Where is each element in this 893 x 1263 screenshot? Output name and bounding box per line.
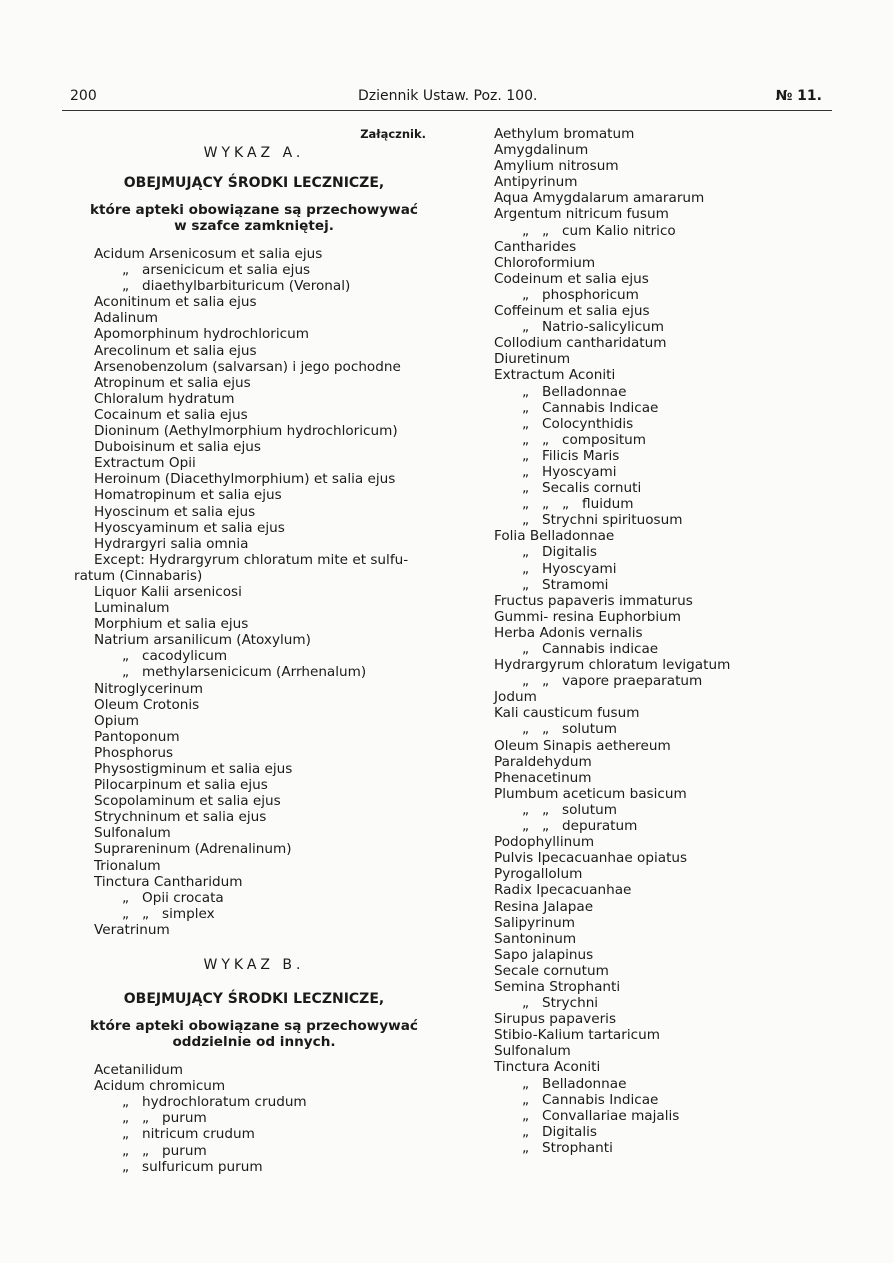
list-item: Pilocarpinum et salia ejus [94,777,268,794]
list-item: Luminalum [94,600,170,617]
list-b-heading: WYKAZ B. [203,957,305,974]
list-item: „ „ simplex [122,905,215,922]
list-b-continued-items [494,126,834,1156]
list-item: Coffeinum et salia ejus [494,303,650,320]
list-item: Collodium cantharidatum [494,335,667,352]
list-item: Sirupus papaveris [494,1011,617,1028]
list-item: Oleum Sinapis aethereum [494,737,671,754]
list-item: „ nitricum crudum [122,1126,255,1143]
page-header [70,88,822,110]
page-number: 200 [70,88,97,104]
list-item: „ „ depuratum [522,818,638,835]
list-item: Adalinum [94,310,159,327]
list-item: „ „ solutum [522,801,617,818]
list-item: Aethylum bromatum [494,126,635,142]
list-item: „ Strychni [522,995,599,1012]
list-item: Trionalum [94,857,161,874]
list-b-subtitle-1: które apteki obowiązane są przechowywać [90,1018,418,1035]
list-item: Nitroglycerinum [94,680,204,697]
list-item: Hyoscyaminum et salia ejus [94,519,285,536]
list-item: „ Stramomi [522,576,609,593]
list-item: Podophyllinum [494,834,595,851]
list-item: Arecolinum et salia ejus [94,342,257,359]
list-a-items [74,246,434,938]
list-item: Liquor Kalii arsenicosi [94,583,242,600]
list-item: Folia Belladonnae [494,528,615,545]
list-item: Cocainum et salia ejus [94,406,248,423]
list-item: Kali causticum fusum [494,705,640,722]
list-item: „ Colocynthidis [522,415,634,432]
list-item: Resina Jalapae [494,898,594,915]
list-item: Aconitinum et salia ejus [94,294,257,311]
list-a-title: OBEJMUJĄCY ŚRODKI LECZNICZE, [123,175,385,191]
list-item: Except: Hydrargyrum chloratum mite et sulfu- [94,551,409,568]
list-item: Atropinum et salia ejus [94,374,251,391]
list-item: Acetanilidum [94,1062,183,1079]
list-item: „ Digitalis [522,544,597,561]
list-item: „ „ purum [122,1142,207,1159]
list-item: Aqua Amygdalarum amararum [494,190,705,207]
list-item: „ Filicis Maris [522,447,620,464]
list-item: Fructus papaveris immaturus [494,592,693,609]
list-item: Paraldehydum [494,753,592,770]
list-item: „ Opii crocata [122,889,224,906]
list-item: „ Hyoscyami [522,463,617,480]
list-item: Sulfonalum [494,1043,571,1060]
list-item: Amygdalinum [494,142,589,159]
list-b-subtitle-2: oddzielnie od innych. [172,1034,336,1051]
list-item: „ „ cum Kalio nitrico [522,222,676,239]
list-item: „ Strychni spirituosum [522,512,683,529]
list-item: „ Cannabis Indicae [522,1091,659,1108]
list-item: „ sulfuricum purum [122,1158,263,1175]
list-item: Extractum Aconiti [494,367,616,384]
list-item: Gummi- resina Euphorbium [494,608,682,625]
list-item: Plumbum aceticum basicum [494,785,687,802]
list-item: Strychninum et salia ejus [94,809,267,826]
list-item: Radix Ipecacuanhae [494,882,632,899]
list-item: „ Hyoscyami [522,560,617,577]
list-item: „ Belladonnae [522,1075,627,1092]
list-item: „ „ compositum [522,431,647,448]
list-item: Secale cornutum [494,962,609,979]
list-item: „ „ „ fluidum [522,496,634,513]
list-item: Pyrogallolum [494,866,583,883]
list-item: Tinctura Aconiti [494,1059,601,1076]
list-item: „ Belladonnae [522,383,627,400]
right-column [494,126,834,1156]
list-item: „ Convallariae majalis [522,1107,680,1124]
issue-number: № 11. [775,88,822,104]
list-item: Hyoscinum et salia ejus [94,503,256,520]
list-item: Extractum Opii [94,455,196,472]
list-item: „ Digitalis [522,1123,597,1140]
list-item: „ methylarsenicicum (Arrhenalum) [122,664,367,681]
list-item: Oleum Crotonis [94,696,200,713]
list-item: „ diaethylbarbituricum (Veronal) [122,278,351,295]
left-column [74,126,434,1175]
list-a-subtitle-1: które apteki obowiązane są przechowywać [90,202,418,218]
list-item: Heroinum (Diacethylmorphium) et salia ejus [94,471,396,488]
list-item: „ arsenicicum et salia ejus [122,262,311,279]
list-item: Morphium et salia ejus [94,616,249,633]
list-item: Phenacetinum [494,769,592,786]
list-item: Sapo jalapinus [494,946,594,963]
list-item: Hydrargyri salia omnia [94,535,249,552]
list-item: Argentum nitricum fusum [494,206,669,223]
list-item: „ cacodylicum [122,648,228,665]
list-item: Dioninum (Aethylmorphium hydrochloricum) [94,423,398,440]
list-item: „ Natrio-salicylicum [522,319,665,336]
list-item: Physostigminum et salia ejus [94,761,293,777]
list-item: Scopolaminum et salia ejus [94,793,281,810]
journal-title: Dziennik Ustaw. Poz. 100. [358,88,538,104]
list-item: Amylium nitrosum [494,158,619,175]
list-item: Pantoponum [94,728,180,745]
annex-label: Załącznik. [360,127,426,141]
list-item: Pulvis Ipecacuanhae opiatus [494,850,688,867]
list-item: „ Strophanti [522,1139,613,1156]
list-item: Duboisinum et salia ejus [94,439,261,456]
list-item: Salipyrinum [494,914,576,931]
list-item: Antipyrinum [494,174,578,191]
list-item: „ Secalis cornuti [522,480,642,497]
list-item: „ phosphoricum [522,286,639,303]
list-item: Phosphorus [94,744,174,761]
list-item: „ „ vapore praeparatum [522,673,703,690]
list-item: Natrium arsanilicum (Atoxylum) [94,632,311,649]
list-a-heading: WYKAZ A. [203,145,305,161]
list-item: Santoninum [494,930,577,947]
list-item: Cantharides [494,238,577,255]
list-item: Diuretinum [494,351,571,368]
list-item: „ „ purum [122,1110,207,1127]
list-item: Suprareninum (Adrenalinum) [94,841,292,858]
list-item: Codeinum et salia ejus [494,270,649,287]
list-item: Opium [94,712,139,729]
list-item: Acidum chromicum [94,1078,226,1095]
header-rule [62,110,832,111]
list-item: „ hydrochloratum crudum [122,1094,307,1111]
list-item: Herba Adonis vernalis [494,624,643,641]
list-b-items [74,1062,434,1175]
list-item: Sulfonalum [94,825,171,842]
list-item: Hydrargyrum chloratum levigatum [494,657,731,674]
list-item: ratum (Cinnabaris) [74,567,203,584]
list-item: Tinctura Cantharidum [94,873,243,890]
list-item: Stibio-Kalium tartaricum [494,1027,660,1044]
list-item: „ „ solutum [522,721,617,738]
list-item: Semina Strophanti [494,978,621,995]
list-item: Veratrinum [94,921,170,938]
list-item: Apomorphinum hydrochloricum [94,326,309,343]
list-item: Chloroformium [494,254,596,271]
list-item: Jodum [494,689,537,706]
list-item: Homatropinum et salia ejus [94,487,282,504]
list-item: „ Cannabis indicae [522,641,659,657]
list-item: „ Cannabis Indicae [522,399,659,416]
list-item: Arsenobenzolum (salvarsan) i jego pochodne [94,358,401,375]
list-item: Acidum Arsenicosum et salia ejus [94,246,323,262]
list-b-title: OBEJMUJĄCY ŚRODKI LECZNICZE, [123,991,385,1008]
list-item: Chloralum hydratum [94,390,235,407]
list-a-subtitle-2: w szafce zamkniętej. [174,218,334,234]
